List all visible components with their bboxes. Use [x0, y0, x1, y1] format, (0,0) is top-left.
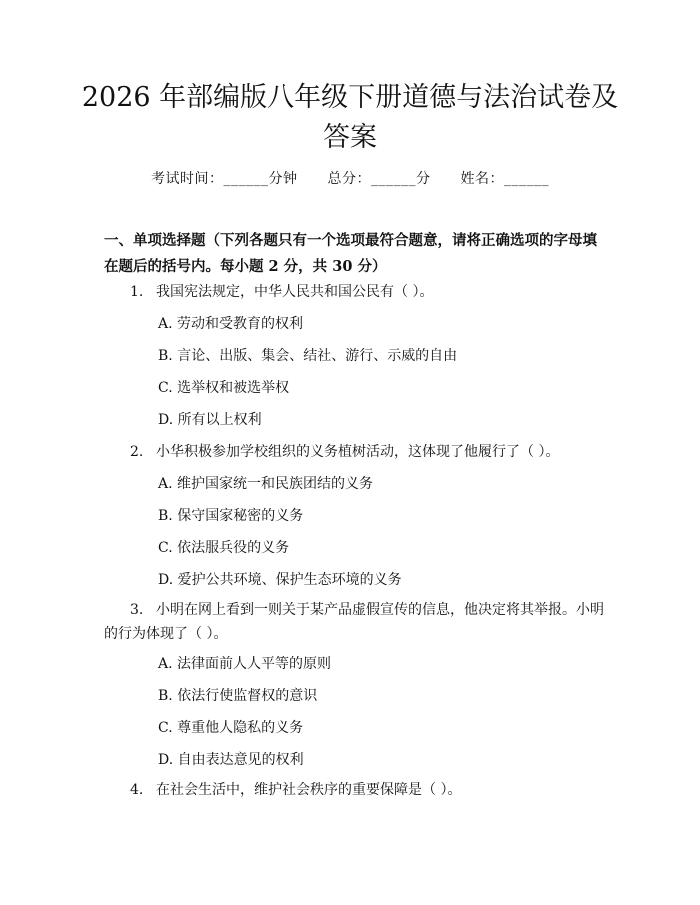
question-2-option-d: D. 爱护公共环境、保护生态环境的义务 [158, 572, 402, 588]
question-1-option-d: D. 所有以上权利 [158, 412, 262, 428]
exam-time-label: 考试时间：______分钟 [151, 171, 298, 187]
question-3-option-b: B. 依法行使监督权的意识 [158, 688, 318, 704]
question-text: 在社会生活中，维护社会秩序的重要保障是（ ）。 [156, 782, 462, 798]
question-2-option-a: A. 维护国家统一和民族团结的义务 [158, 476, 374, 492]
page-title: 2026 年部编版八年级下册道德与法治试卷及答案 [81, 82, 619, 153]
section-heading: 一、单项选择题（下列各题只有一个选项最符合题意，请将正确选项的字母填在题后的括号内。每小题 2 分，共 30 分） [104, 232, 597, 275]
student-name-label: 姓名：______ [460, 171, 549, 187]
question-number: 1. [130, 284, 144, 300]
total-score-label: 总分：______分 [327, 171, 431, 187]
question-number: 3. [130, 602, 144, 618]
exam-meta [0, 168, 700, 188]
question-2-option-b: B. 保守国家秘密的义务 [158, 508, 304, 524]
question-3 [104, 598, 604, 646]
question-text: 小明在网上看到一则关于某产品虚假宣传的信息，他决定将其举报。小明的行为体现了（ ）。 [104, 602, 604, 642]
question-3-option-c: C. 尊重他人隐私的义务 [158, 720, 304, 736]
question-text: 我国宪法规定，中华人民共和国公民有（ ）。 [156, 284, 434, 300]
question-1-option-a: A. 劳动和受教育的权利 [158, 316, 304, 332]
question-text: 小华积极参加学校组织的义务植树活动，这体现了他履行了（ ）。 [156, 444, 560, 460]
question-number: 4. [130, 782, 144, 798]
question-4 [130, 778, 461, 802]
question-1 [130, 280, 433, 304]
question-3-option-a: A. 法律面前人人平等的原则 [158, 656, 332, 672]
question-1-option-b: B. 言论、出版、集会、结社、游行、示威的自由 [158, 348, 458, 364]
question-2-option-c: C. 依法服兵役的义务 [158, 540, 290, 556]
question-1-option-c: C. 选举权和被选举权 [158, 380, 290, 396]
question-number: 2. [130, 444, 144, 460]
question-2 [130, 440, 559, 464]
question-3-option-d: D. 自由表达意见的权利 [158, 752, 304, 768]
